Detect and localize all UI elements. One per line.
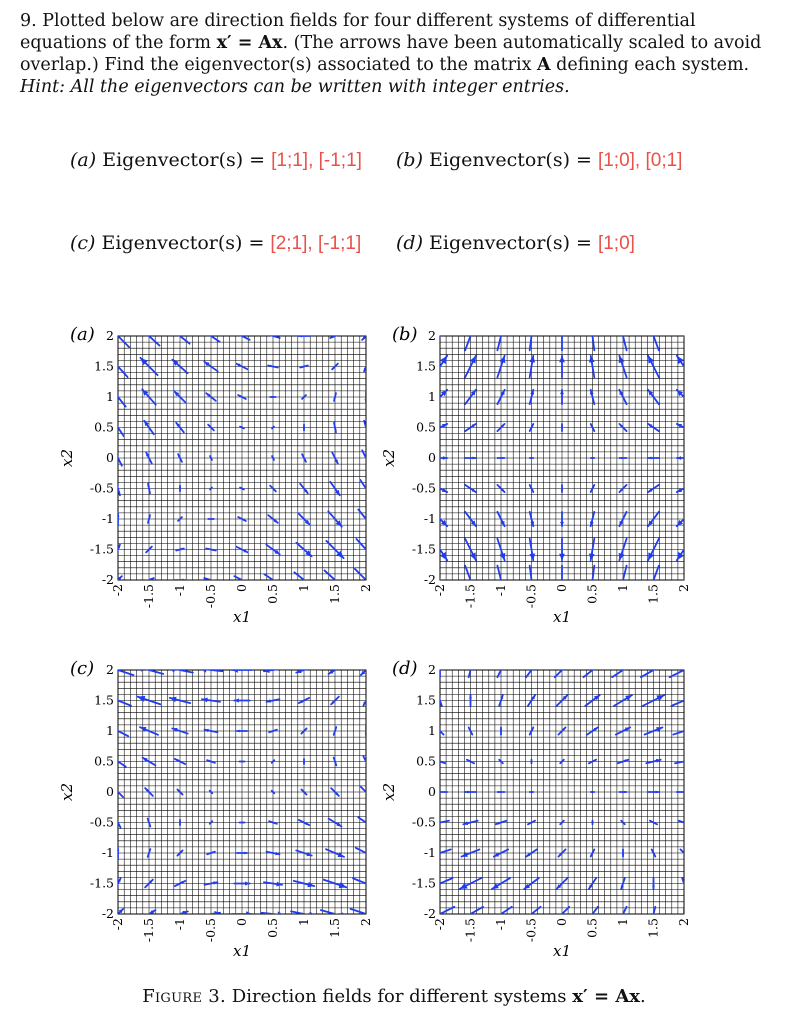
arrow-head: [500, 553, 506, 560]
answer-d-text: Eigenvector(s) =: [429, 232, 592, 254]
answer-b-value[interactable]: [1;0], [0;1]: [597, 150, 683, 171]
arrow-head: [619, 356, 625, 363]
arrow-head: [500, 356, 506, 363]
field-arrow: [560, 821, 564, 825]
x-tick-label: -1.5: [141, 918, 156, 943]
x-tick-label: 1: [615, 584, 630, 592]
panel-label: (c): [70, 658, 95, 679]
x-tick-label: 2: [358, 584, 373, 592]
problem-text-3: defining each system.: [550, 55, 750, 75]
field-arrow: [621, 821, 625, 825]
y-tick-label: 0.5: [416, 419, 436, 435]
arrow-head: [199, 666, 206, 672]
field-arrow: [497, 457, 504, 459]
arrow-head: [470, 322, 477, 331]
arrow-head: [182, 578, 185, 581]
arrow-head: [594, 663, 601, 670]
arrow-head: [244, 852, 247, 855]
x-tick-label: 0.5: [584, 918, 600, 938]
caption-equation: x′ = Ax: [572, 986, 641, 1007]
x-tick-label: 1: [296, 918, 311, 926]
problem-number: 9.: [20, 11, 37, 31]
x-tick-label: 2: [676, 584, 691, 592]
arrow-head: [618, 322, 625, 331]
field-arrow: [272, 760, 275, 763]
arrow-head: [500, 663, 504, 668]
panel-label: (b): [392, 324, 418, 345]
field-arrow: [179, 820, 181, 825]
x-tick-label: -1: [172, 584, 187, 597]
arrow-head: [117, 848, 120, 851]
arrow-head: [237, 730, 240, 733]
arrow-head: [306, 852, 311, 856]
y-tick-label: 1: [106, 723, 114, 738]
arrow-head: [308, 912, 316, 919]
field-arrow: [209, 488, 212, 491]
y-axis-label: x2: [58, 782, 76, 802]
arrow-head: [619, 553, 625, 560]
arrow-head: [563, 663, 569, 669]
arrow-head: [364, 399, 367, 402]
arrow-head: [657, 663, 666, 670]
field-arrow: [272, 791, 275, 794]
problem-matrix: A: [537, 55, 551, 75]
field-arrow: [500, 727, 502, 734]
x-tick-label: -1: [172, 918, 187, 931]
arrow-head: [559, 356, 565, 362]
field-arrow: [179, 486, 181, 492]
x-axis-label: x1: [232, 942, 252, 960]
arrow-head: [234, 698, 239, 702]
arrow-head: [246, 911, 252, 917]
x-tick-label: 1.5: [645, 584, 661, 604]
arrow-head: [172, 728, 177, 732]
arrow-head: [529, 322, 536, 330]
arrow-head: [652, 886, 655, 889]
y-tick-label: -0.5: [89, 480, 114, 496]
x-tick-label: -1.5: [462, 918, 478, 943]
arrow-head: [465, 791, 468, 794]
arrow-head: [245, 881, 250, 885]
caption-text: Direction fields for different systems: [226, 986, 573, 1007]
x-axis-label: x1: [232, 608, 252, 626]
field-arrow: [208, 518, 214, 520]
panel-d: [380, 658, 698, 960]
problem-hint: Hint: All the eigenvectors can be written with integer entries.: [20, 77, 570, 97]
x-tick-label: 0: [234, 584, 249, 592]
arrow-head: [687, 758, 693, 763]
arrow-head: [687, 790, 691, 794]
field-arrow: [270, 396, 276, 398]
y-tick-label: -2: [423, 572, 436, 587]
y-tick-label: -1: [101, 845, 114, 860]
answer-c-text: Eigenvector(s) =: [101, 232, 265, 254]
arrow-head: [625, 663, 633, 670]
arrow-head: [440, 322, 447, 331]
answer-d-value[interactable]: [1;0]: [597, 233, 635, 254]
answer-b-text: Eigenvector(s) =: [429, 149, 592, 171]
x-axis-label: x1: [552, 608, 572, 626]
x-tick-label: 0.5: [265, 584, 280, 604]
arrow-head: [690, 663, 699, 670]
field-arrow: [239, 821, 244, 823]
y-tick-label: -1: [423, 511, 436, 526]
arrow-head: [688, 695, 697, 702]
answer-b-label: (b): [396, 149, 423, 171]
y-axis-label: x2: [380, 782, 398, 802]
arrow-head: [365, 733, 368, 736]
y-tick-label: 0: [106, 450, 114, 465]
y-tick-label: 0.5: [416, 753, 436, 769]
field-arrow: [619, 791, 626, 793]
field-arrow: [530, 760, 532, 764]
arrow-head: [366, 521, 373, 529]
arrow-head: [648, 322, 655, 331]
x-tick-label: -0.5: [523, 584, 539, 609]
field-arrow: [240, 427, 244, 429]
y-tick-label: -1: [423, 845, 436, 860]
arrow-head: [656, 791, 659, 794]
field-arrow: [272, 456, 274, 460]
problem-text-1: Plotted below are direction fields for four different systems of differential equations of the form: [20, 11, 696, 53]
arrow-head: [436, 727, 439, 730]
arrow-head: [560, 522, 564, 526]
y-tick-label: 1: [428, 389, 436, 404]
field-arrow: [591, 791, 595, 793]
arrow-head: [438, 663, 442, 667]
arrow-head: [499, 322, 506, 331]
y-tick-label: -0.5: [89, 814, 114, 830]
arrow-head: [677, 322, 684, 331]
arrow-head: [684, 853, 687, 856]
x-tick-label: -2: [432, 918, 447, 931]
field-arrow: [591, 457, 595, 459]
arrow-head: [648, 457, 651, 460]
y-tick-label: -0.5: [411, 480, 436, 496]
arrow-head: [687, 727, 694, 733]
figure-caption: [0, 986, 788, 1007]
y-tick-label: -2: [423, 906, 436, 921]
x-tick-label: -0.5: [203, 584, 218, 609]
field-arrow: [303, 425, 305, 431]
arrow-head: [677, 456, 681, 460]
arrow-head: [473, 457, 476, 460]
field-arrow: [499, 760, 503, 764]
y-tick-label: -1.5: [411, 541, 436, 557]
y-tick-label: -2: [101, 906, 114, 921]
arrow-head: [135, 665, 144, 672]
y-tick-label: 2: [428, 662, 436, 677]
x-tick-label: -2: [110, 584, 125, 597]
field-arrow: [622, 849, 624, 856]
x-tick-label: -1.5: [462, 584, 478, 609]
x-tick-label: 1.5: [327, 584, 342, 604]
arrow-head: [370, 882, 379, 889]
caption-prefix: Figure 3.: [142, 986, 227, 1007]
arrow-head: [686, 822, 690, 825]
problem-equation: x′ = Ax: [216, 33, 283, 53]
x-tick-label: -1.5: [141, 584, 156, 609]
problem-text-2: . (The arrows have been automatically scaled to avoid overlap.) Find the eigenvector(s) associated to the matrix: [20, 33, 762, 75]
answer-a-text: Eigenvector(s) =: [102, 149, 266, 171]
x-tick-label: 0: [554, 918, 569, 926]
panel-c: [58, 658, 381, 960]
arrow-head: [368, 552, 376, 560]
arrow-head: [170, 328, 178, 335]
field-arrow: [210, 791, 213, 794]
y-tick-label: -1.5: [411, 875, 436, 891]
panel-b: [380, 322, 691, 626]
arrow-head: [116, 513, 119, 516]
y-tick-label: -0.5: [411, 814, 436, 830]
y-tick-label: -1.5: [89, 541, 114, 557]
field-arrow: [591, 821, 593, 825]
x-tick-label: 1.5: [645, 918, 661, 938]
y-tick-label: 2: [106, 328, 114, 343]
field-arrow: [210, 821, 213, 824]
arrow-head: [232, 667, 238, 673]
y-tick-label: 1.5: [416, 358, 436, 374]
answer-c-value[interactable]: [2;1], [-1;1]: [270, 233, 362, 254]
arrow-head: [369, 852, 377, 858]
panel-a: [58, 324, 378, 626]
y-tick-label: -1: [101, 511, 114, 526]
x-tick-label: 0: [234, 918, 249, 926]
field-arrow: [210, 456, 212, 460]
field-arrow: [561, 485, 563, 492]
y-tick-label: 1.5: [416, 692, 436, 708]
arrow-head: [167, 665, 175, 672]
arrow-head: [367, 793, 371, 797]
answer-a-label: (a): [70, 149, 97, 171]
arrow-head: [277, 911, 284, 917]
x-tick-label: -2: [432, 584, 447, 597]
field-arrow: [272, 426, 275, 429]
arrow-head: [202, 330, 209, 336]
field-arrow: [303, 759, 305, 764]
x-tick-label: -0.5: [523, 918, 539, 943]
answer-c-label: (c): [70, 232, 96, 254]
arrow-head: [298, 334, 301, 337]
y-tick-label: 1.5: [94, 692, 114, 708]
arrow-head: [560, 390, 564, 394]
field-arrow: [560, 760, 564, 764]
field-arrow: [619, 457, 626, 459]
x-tick-label: 0: [554, 584, 569, 592]
x-tick-label: 1: [296, 584, 311, 592]
x-tick-label: 1.5: [327, 918, 342, 938]
x-tick-label: -1: [493, 584, 508, 597]
y-tick-label: 0.5: [94, 753, 114, 769]
arrow-head: [366, 490, 372, 497]
x-tick-label: -2: [110, 918, 125, 931]
y-tick-label: 0: [106, 784, 114, 799]
grid-lines: [118, 670, 366, 914]
y-tick-label: 0: [428, 784, 436, 799]
arrow-head: [443, 456, 447, 460]
arrow-head: [138, 326, 146, 334]
caption-end: .: [640, 986, 646, 1007]
field-arrow: [530, 457, 534, 459]
arrow-head: [368, 822, 374, 827]
panel-label: (d): [392, 658, 418, 679]
field-arrow: [239, 760, 244, 762]
x-tick-label: 0.5: [584, 584, 600, 604]
x-tick-label: -0.5: [203, 918, 218, 943]
y-axis-label: x2: [380, 448, 398, 468]
y-tick-label: 0.5: [94, 419, 114, 435]
x-tick-label: -1: [493, 918, 508, 931]
answer-d-label: (d): [396, 232, 423, 254]
field-arrow: [497, 791, 504, 793]
y-tick-label: 2: [428, 328, 436, 343]
arrow-head: [532, 663, 537, 669]
x-tick-label: 1: [615, 918, 630, 926]
x-tick-label: 2: [358, 918, 373, 926]
arrow-head: [559, 554, 565, 560]
x-tick-label: 0.5: [265, 918, 280, 938]
y-tick-label: 2: [106, 662, 114, 677]
arrow-head: [339, 882, 347, 888]
answer-a-value[interactable]: [1;1], [-1;1]: [271, 150, 362, 171]
arrow-head: [469, 695, 472, 698]
y-tick-label: 1.5: [94, 358, 114, 374]
arrow-head: [373, 913, 382, 920]
y-axis-label: x2: [58, 448, 76, 468]
arrow-head: [588, 322, 595, 330]
y-tick-label: 1: [106, 389, 114, 404]
y-tick-label: -2: [101, 572, 114, 587]
arrow-head: [469, 663, 473, 668]
y-tick-label: 0: [428, 450, 436, 465]
field-arrow: [561, 424, 563, 431]
y-tick-label: 1: [428, 723, 436, 738]
field-arrow: [530, 791, 534, 793]
panel-label: (a): [70, 324, 95, 345]
y-tick-label: -1.5: [89, 875, 114, 891]
x-axis-label: x1: [552, 942, 572, 960]
arrow-head: [137, 696, 145, 702]
arrow-head: [558, 322, 565, 330]
field-arrow: [240, 487, 244, 489]
x-tick-label: 2: [676, 918, 691, 926]
